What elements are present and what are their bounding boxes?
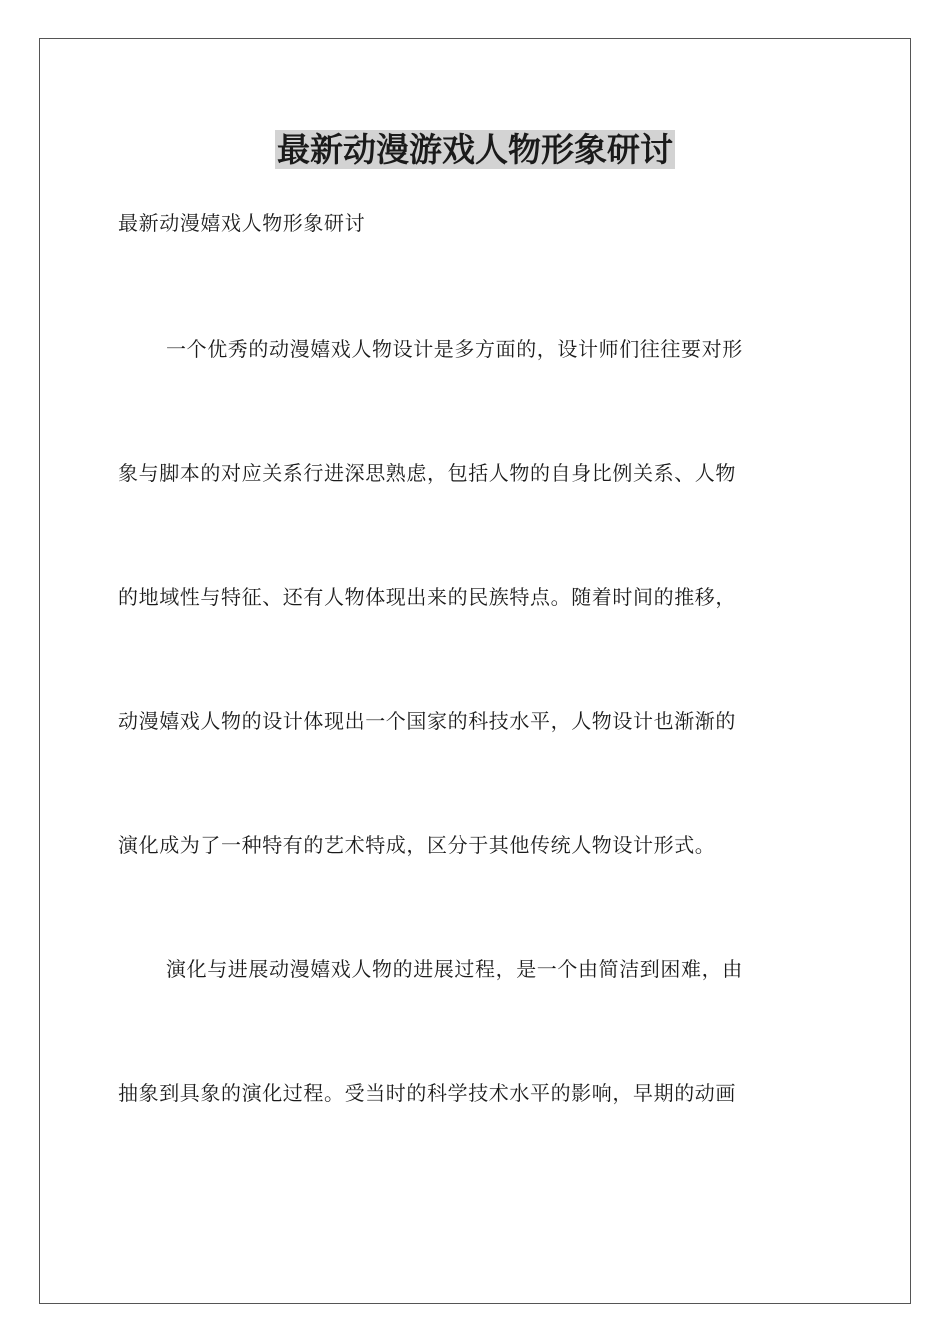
paragraph-1-line-3: 的地域性与特征、还有人物体现出来的民族特点。随着时间的推移， xyxy=(118,585,736,609)
document-title xyxy=(0,128,950,172)
paragraph-1-line-1: 一个优秀的动漫嬉戏人物设计是多方面的，设计师们往往要对形 xyxy=(166,337,743,361)
paragraph-2-line-2: 抽象到具象的演化过程。受当时的科学技术水平的影响，早期的动画 xyxy=(118,1081,736,1105)
paragraph-2-line-1: 演化与进展动漫嬉戏人物的进展过程，是一个由简洁到困难，由 xyxy=(166,957,743,981)
paragraph-1-line-5: 演化成为了一种特有的艺术特成，区分于其他传统人物设计形式。 xyxy=(118,833,716,857)
paragraph-1-line-4: 动漫嬉戏人物的设计体现出一个国家的科技水平，人物设计也渐渐的 xyxy=(118,709,736,733)
document-subtitle: 最新动漫嬉戏人物形象研讨 xyxy=(118,211,366,235)
paragraph-1-line-2: 象与脚本的对应关系行进深思熟虑，包括人物的自身比例关系、人物 xyxy=(118,461,736,485)
document-title-text: 最新动漫游戏人物形象研讨 xyxy=(277,130,673,169)
